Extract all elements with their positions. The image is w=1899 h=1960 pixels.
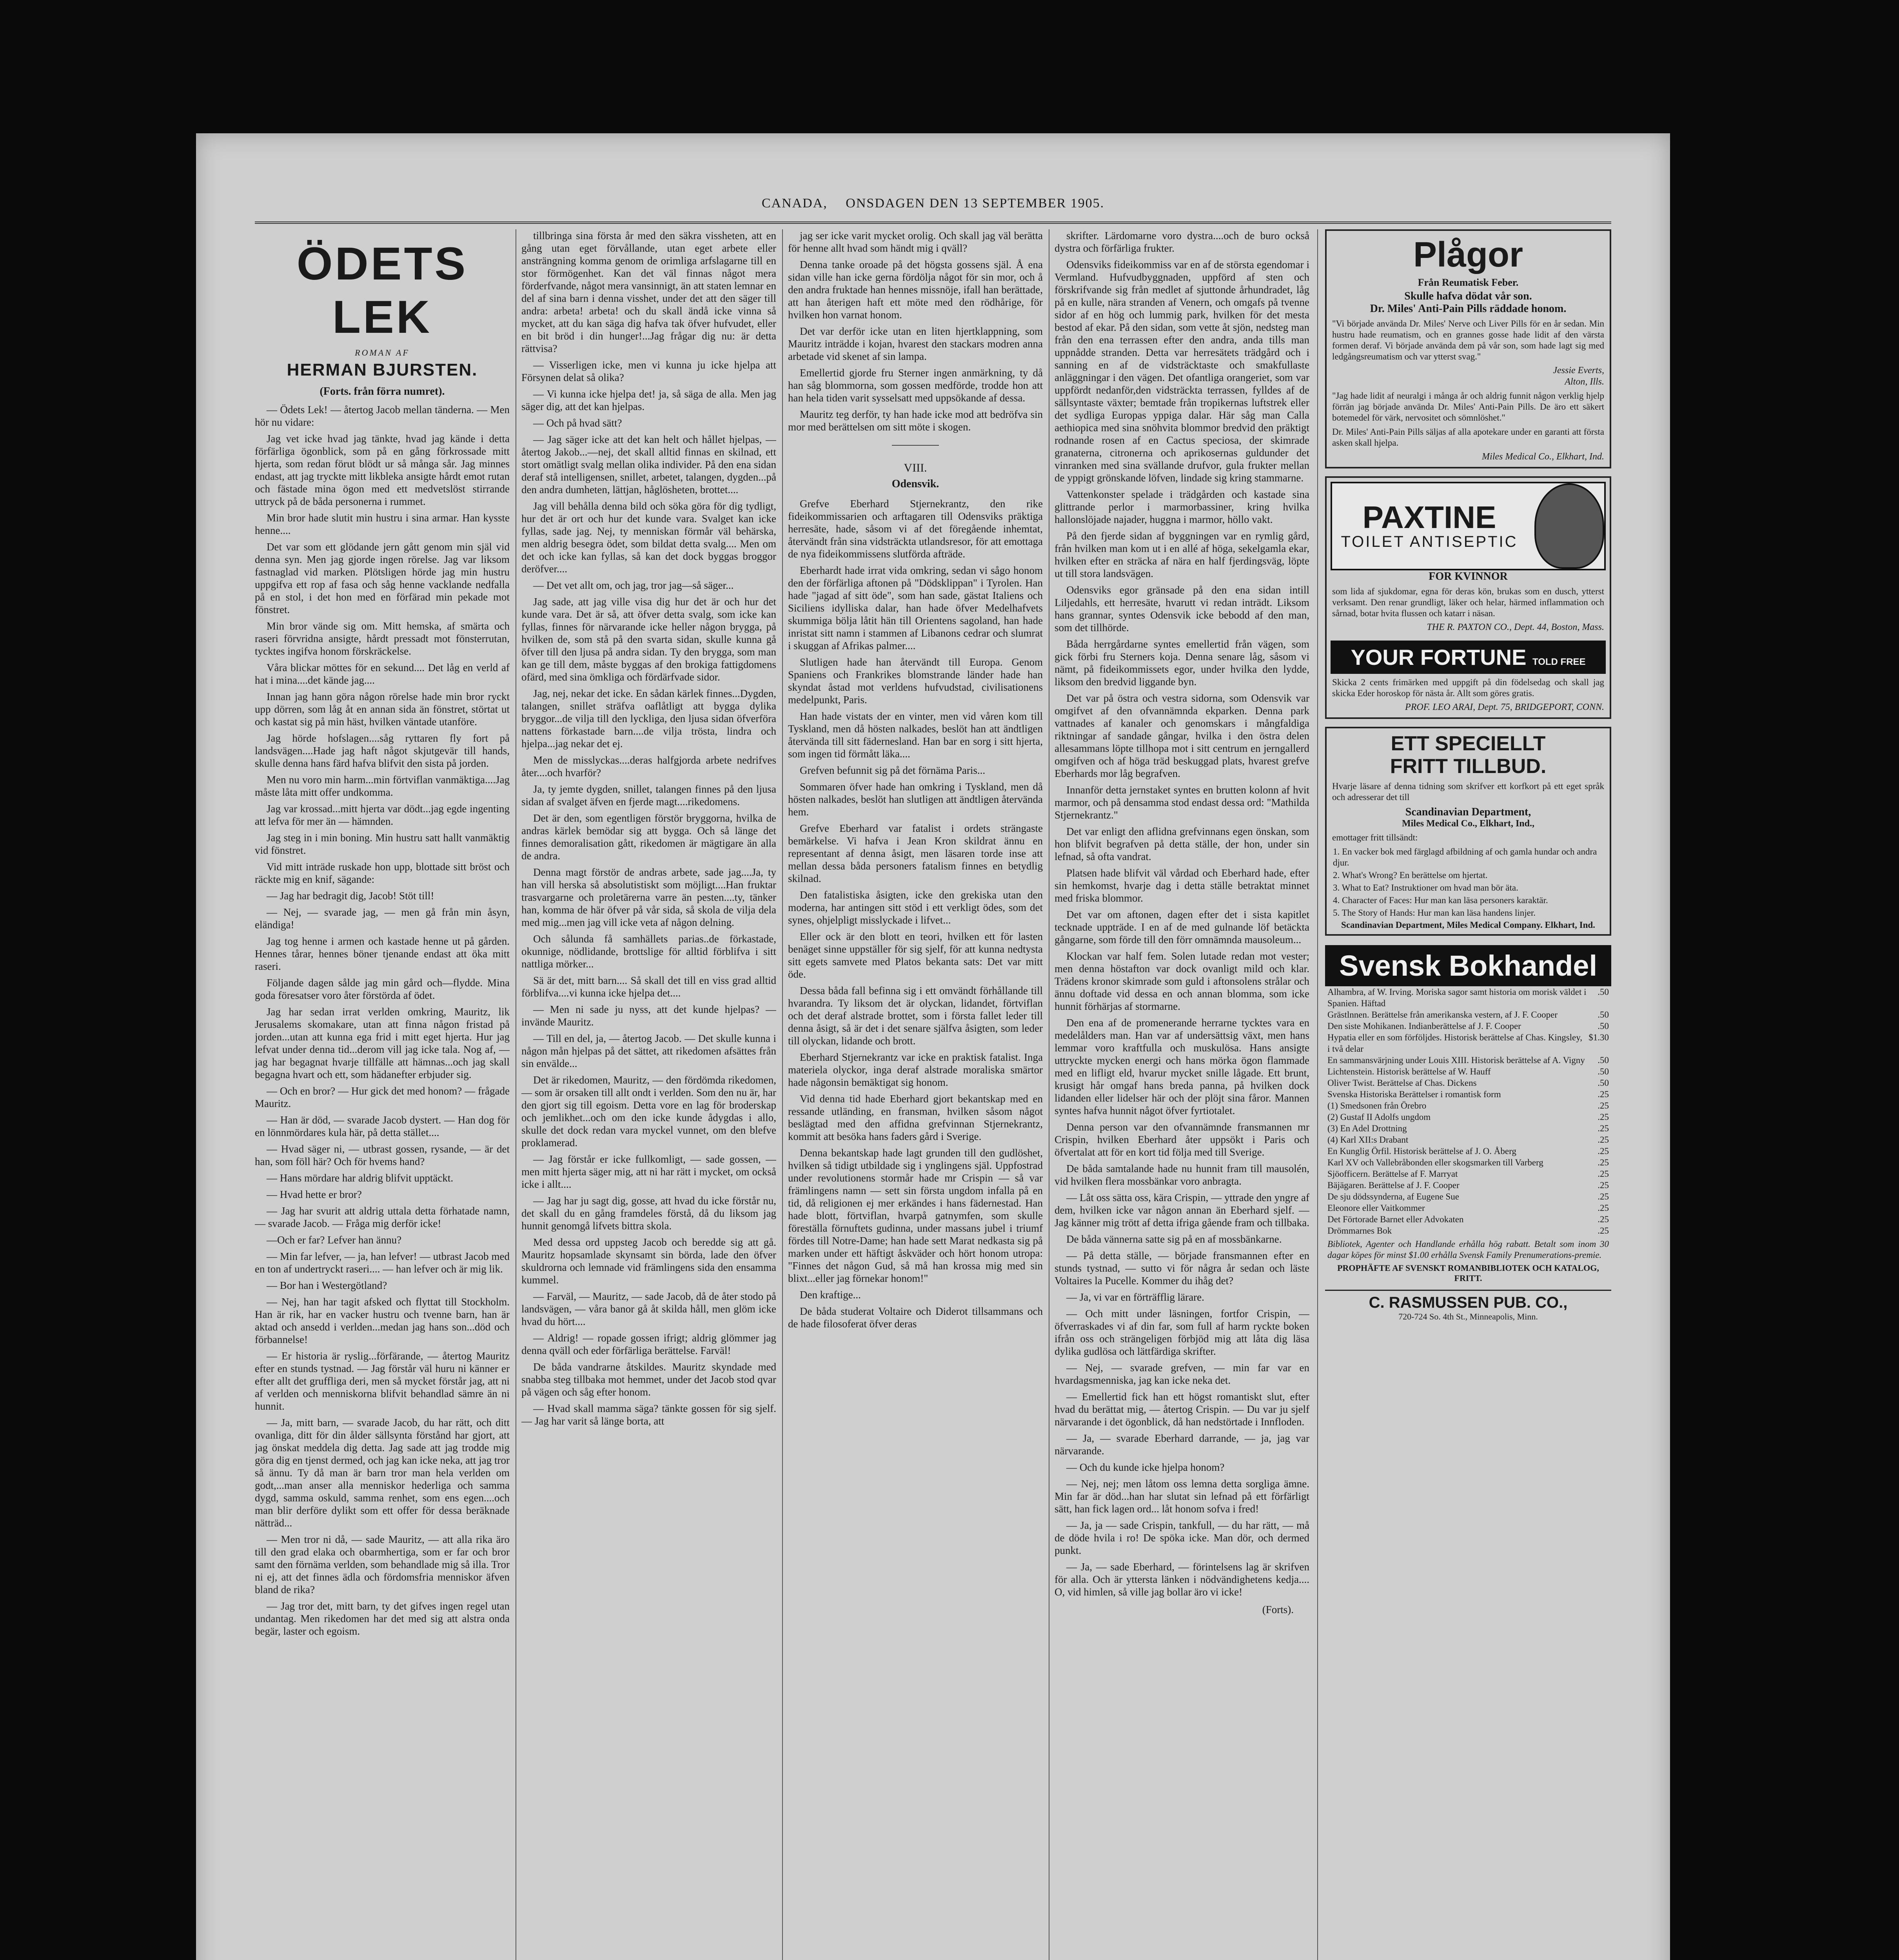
book-item: [1327, 1145, 1609, 1157]
column-3-text: [788, 229, 1043, 433]
plagor-brand: Dr. Miles' Anti-Pain Pills räddade honom.: [1370, 303, 1567, 315]
paxtine-banner: [1331, 482, 1606, 570]
plagor-subtitle: Från Reumatisk Feber.: [1418, 277, 1519, 288]
paragraph: Slutligen hade han återvändt till Europa. Genom Spaniens och Frankrikes blomstrande länder hade han skyndat åstad mot verldens hufvudstad, civilisationens medelpunkt, Paris.: [788, 656, 1043, 706]
story-title: ÖDETS LEK: [296, 238, 468, 343]
paragraph: Min bror vände sig om. Mitt hemska, af smärta och raseri förvridna ansigte, hårdt pressadt mot fönsterrutan, tycktes ingifva honom förskräckelse.: [255, 620, 510, 657]
book-item: [1327, 1157, 1609, 1168]
book-item: [1327, 1054, 1609, 1066]
fortune-title: YOUR FORTUNE: [1351, 645, 1527, 670]
book-price: .25: [1598, 1123, 1609, 1133]
paragraph: — Och du kunde icke hjelpa honom?: [1066, 1461, 1225, 1473]
plagor-text: "Vi började använda Dr. Miles' Nerve och Liver Pills för en år sedan. Min hustru hade reumatism, och en grannes gosse hade lidit af den värsta formen deraf. Vi började använda dem på vår son, som hade lagt sig med ledgångsreumatism och var ytterst svag.": [1332, 319, 1604, 361]
paragraph: Eberhard Stjernekrantz var icke en praktisk fatalist. Inga materiela olyckor, inga deraf alstrade moraliska smärtor hade någonsin bemäktigat sig honom.: [788, 1051, 1043, 1088]
paragraph: jag ser icke varit mycket orolig. Och skall jag väl berätta för henne allt hvad som händt mig i qväll?: [788, 230, 1043, 254]
paragraph: Med dessa ord uppsteg Jacob och beredde sig att gå. Mauritz hopsamlade skynsamt sin börda, lade den öfver skuldrorna och lemnade vid främlingens sida den ensamma kummel.: [521, 1236, 776, 1286]
column-1-text: [255, 403, 510, 1637]
paragraph: — Nej, — svarade grefven, — min far var en hvardagsmenniska, jag kan icke neka det.: [1055, 1362, 1309, 1386]
paragraph: Våra blickar möttes för en sekund.... Det låg en verld af hat i mina....det kände jag....: [255, 662, 510, 686]
paragraph: Dessa båda fall befinna sig i ett omvändt förhållande till hvarandra. Ty liksom det är olyckan, lidandet, förtviflan och det deraf alstrade brottet, som i första fallet leder till denna åsigt, så är det i det senare själfva åsigten, som leder till olyckan, lidande och brott.: [788, 985, 1043, 1047]
paragraph: Jag vet icke hvad jag tänkte, hvad jag kände i detta förfärliga ögonblick, som på en gång förkrossade mitt hjerta, som redan förut blödt ur så många sår. Jag minnes endast, att jag tryckte mitt likbleka ansigte hårdt emot rutan och fästade mina ögon med ett medvetslöst stirrande uttryck på de båda personerna i rummet.: [255, 433, 510, 507]
paragraph: — Ja, ja — sade Crispin, tankfull, — du har rätt, — må de döde hvila i ro! De spöka icke. Man dör, och dermed punkt.: [1055, 1519, 1309, 1556]
book-title: (1) Smedsonen från Örebro: [1327, 1101, 1427, 1111]
paragraph: — Ja, mitt barn, — svarade Jacob, du har rätt, och ditt ovanliga, ditt för din ålder sällsynta förstånd har gjort, att jag önskat meddela dig detta. Jag sade att jag trodde mig göra dig en tjenst dermed, och jag kan icke neka, att jag tror så ännu. Ty då man är barn tror man hela verlden om godt,...man anser alla menniskor hederliga och samma dygd, samma oskuld, samma renhet, som ens egen....och man blir derföre dylikt som ett offer för dessa beräknade nätträd...: [255, 1417, 510, 1529]
book-item: [1327, 1009, 1609, 1020]
paragraph: — Nej, nej; men låtom oss lemna detta sorgliga ämne. Min far är död...han har slutat sin lefnad på ett förfärligt sätt, han fick lagen ord... låt honom sofva i fred!: [1055, 1478, 1309, 1515]
book-title: Alhambra, af W. Irving. Moriska sagor samt historia om morisk väldet i Spanien. Häftad: [1327, 987, 1587, 1008]
book-title: (2) Gustaf II Adolfs ungdom: [1327, 1112, 1431, 1122]
book-price: .25: [1598, 1169, 1609, 1179]
paragraph: Den fatalistiska åsigten, icke den grekiska utan den moderna, har antingen sitt stöd i ett verkligt ödes, som det synes, ohjelpligt misslyckade i lifvet...: [788, 889, 1043, 926]
book-title: De sju dödssynderna, af Eugene Sue: [1327, 1192, 1459, 1201]
column-divider: [1317, 229, 1318, 1960]
book-item: [1327, 1020, 1609, 1032]
paragraph: Eberhardt hade irrat vida omkring, sedan vi sågo honom den der förfärliga aftonen på "Dödsklippan" i Tyrolen. Han hade "jagad af sitt öde", som han sade, gästat Italiens och Siciliens idylliska dalar, han hade öfver Medelhafvets skummiga bölja låtit hän till Orientens sagoland, han hade inristat sitt namn i stammen af Libanons cedrar och slumrat i skuggan af Afrikas palmer....: [788, 564, 1043, 652]
book-item: [1327, 1066, 1609, 1077]
paragraph: — Hvad skall mamma säga? tänkte gossen för sig sjelf. — Jag har varit så länge borta, att: [521, 1403, 776, 1427]
paragraph: — Visserligen icke, men vi kunna ju icke hjelpa att Försynen delat så olika?: [521, 359, 776, 383]
bokhandel-catalog: PROPHÄFTE AF SVENSKT ROMANBIBLIOTEK OCH KATALOG, FRITT.: [1337, 1263, 1599, 1283]
paragraph: De båda samtalande hade nu hunnit fram till mausolén, vid hvilken flera mossbänkar voro anbragta.: [1055, 1163, 1309, 1187]
paragraph: — Nej, han har tagit afsked och flyttat till Stockholm. Han är rik, har en vacker hustru och tvenne barn, han är aktad och ansedd i verlden...medan jag hans son...död och förbannelse!: [255, 1296, 510, 1345]
book-price: .25: [1598, 1158, 1609, 1167]
paragraph: Grefven befunnit sig på det förnäma Paris...: [800, 764, 986, 776]
book-item: [1327, 1100, 1609, 1111]
paragraph: — Jag har bedragit dig, Jacob! Stöt till!: [267, 890, 434, 902]
plagor-headline: Skulle hafva dödat vår son.: [1404, 290, 1532, 302]
paragraph: Jag tog henne i armen och kastade henne ut på gården. Hennes tårar, hennes böner tjenande endast att öka mitt raseri.: [255, 935, 510, 972]
paragraph: — Jag förstår er icke fullkomligt, — sade gossen, — men mitt hjerta säger mig, att ni har rätt i mycket, om också icke i allt....: [521, 1153, 776, 1190]
paragraph: Det är rikedomen, Mauritz, — den fördömda rikedomen, — som är orsaken till allt ondt i verlden. Som den nu är, har den gjort sig till egoism. Detta vore en lag för broderskap och jemlikhet...och om den icke kunde ådygdas i allo, skulle det dock redan vara myckel vunnet, om den blefve proklamerad.: [521, 1074, 776, 1149]
fortune-text: Skicka 2 cents frimärken med uppgift på din födelsedag och skall jag skicka Eder horoskop för nästa år. Allt som göres gratis.: [1332, 677, 1604, 698]
paragraph: Innanför detta jernstaket syntes en brutten kolonn af hvit marmor, och på densamma stod endast dessa ord: "Mathilda Stjernekrantz.": [1055, 784, 1309, 821]
book-title: (4) Karl XII:s Drabant: [1327, 1135, 1409, 1145]
paper-name: CANADA,: [761, 196, 828, 211]
bokhandel-note: Bibliotek, Agenter och Handlande erhålla hög rabatt. Betalt som inom 30 dagar köpes för minst $1.00 erhålla Svensk Family Prenumerations-premie.: [1327, 1239, 1609, 1260]
paragraph: — Vi kunna icke hjelpa det! ja, så säga de alla. Men jag säger dig, att det kan hjelpas.: [521, 388, 776, 412]
book-title: Den siste Mohikanen. Indianberättelse af J. F. Cooper: [1327, 1021, 1521, 1031]
book-price: .50: [1598, 1055, 1609, 1065]
book-title: En sammansvärjning under Louis XIII. Historisk berättelse af A. Vigny: [1327, 1055, 1585, 1065]
book-title: Sjöofficern. Berättelse af F. Marryat: [1327, 1169, 1458, 1179]
paragraph: tillbringa sina första år med den säkra vissheten, att en gång utan eget förvållande, utan eget arbete eller ansträngning komma genom de orimliga arfslagarne till en stor förmögenhet. Kan det väl finnas något mera förderfvande, något mera vansinnigt, än att staten lemnar en del af sina barn i denna visshet, under det att den säger till andra: arbeta! arbeta! och du skall ändå icke vinna så mycket, att du kan säga dig hafva tak öfver hufvudet, eller en bit bröd i din hunger!...Jag frågar dig nu: är detta rättvisa?: [521, 230, 776, 354]
column-3-chapter-text: [788, 497, 1043, 1330]
book-item: [1327, 1032, 1609, 1054]
fortune-tag: TOLD FREE: [1532, 657, 1586, 667]
paragraph: — Hans mördare har aldrig blifvit upptäckt.: [267, 1172, 454, 1184]
paragraph: Det var enligt den aflidna grefvinnans egen önskan, som hon blifvit begrafven på detta ställe, der hon, under sin lefnad, så ofta vandrat.: [1055, 826, 1309, 862]
paragraph: Det är den, som egentligen förstör bryggorna, hvilka de andras kärlek bemödar sig att bygga. Och så länge det finnes demoralisation gått, rikedomen är mägtigare än alla de andra.: [521, 812, 776, 862]
paragraph: — Och mitt under läsningen, fortfor Crispin, — öfverraskades vi af din far, som full af harm ryckte boken ifrån oss och strängeligen förbjöd mig att låta dig läsa dylika gudlösa och lättfärdiga skrifter.: [1055, 1308, 1309, 1357]
paragraph: Vattenkonster spelade i trädgården och kastade sina glittrande perlor i marmorbassiner, kring hvilka hallonslöjade najader, huggna i marmor, höllo vakt.: [1055, 488, 1309, 525]
paragraph: Denna tanke oroade på det högsta gossens själ. Å ena sidan ville han icke gerna fördölja något för sin mor, och å den andra fruktade han hennes missnöje, ifall han berättade, att han återigen haft ett möte med den rödhårige, för hvilken hon varnat honom.: [788, 259, 1043, 321]
paragraph: Men de misslyckas....deras halfgjorda arbete nedrifves åter....och hvarför?: [521, 754, 776, 779]
book-title: En Kunglig Örfil. Historisk berättelse af J. O. Åberg: [1327, 1146, 1516, 1156]
paragraph: Jag, nej, nekar det icke. En sådan kärlek finnes...Dygden, talangen, snillet sträfva oaflåtligt att bygga dylika bryggor...de vilja till den lyckliga, den ljusa sidan öfverföra nattens förkastade barn....de vilja trösta, lindra och hjelpa...jag nekar det ej.: [521, 688, 776, 750]
svensk-bokhandel-title: Svensk Bokhandel: [1325, 945, 1611, 986]
paragraph: Den kraftige...: [800, 1289, 861, 1301]
book-price: .25: [1598, 1146, 1609, 1156]
paragraph: Jag vill behålla denna bild och söka göra för dig tydligt, hur det är ort och hur det kunde vara. Svalget kan icke fyllas, sade jag. Nej, ty menniskan förmår väl behärska, men aldrig besegra ödet, som bildat detta svalg.... Men om det och icke kan fyllas, så kan det dock byggas broggor deröfver....: [521, 500, 776, 575]
book-title: Drömmarnes Bok: [1327, 1226, 1392, 1236]
book-price: .25: [1598, 1192, 1609, 1201]
book-price: .25: [1598, 1112, 1609, 1122]
special-offer-ad: [1325, 727, 1611, 936]
paragraph: Odensviks egor gränsade på den ena sidan intill Liljedahls, ett herresäte, hvarutt vi redan inträdt. Liksom hans grannar, syntes Odensvik icke bebodd af den man, som det tillhörde.: [1055, 584, 1309, 633]
paragraph: Klockan var half fem. Solen lutade redan mot vester; men denna höstafton var dock ovanligt mild och klar. Trädens kronor skimrade som guld i aftonsolens strålar och ännu doftade vid dessa en och annan blomma, som icke hunnit förhärjas af stormarne.: [1055, 950, 1309, 1012]
paragraph: På den fjerde sidan af byggningen var en rymlig gård, från hvilken man kom ut i en allé af höga, sekelgamla ekar, hvilken efter en sträcka af nära en half fjerdingsväg, löpte ut till stora landsvägen.: [1055, 530, 1309, 579]
paragraph: Sä är det, mitt barn.... Så skall det till en viss grad alltid förblifva....vi kunna icke hjelpa det....: [521, 975, 776, 999]
paragraph: — Aldrig! — ropade gossen ifrigt; aldrig glömmer jag denna qväll och eder förfärliga berättelse. Farväl!: [521, 1332, 776, 1356]
header-rule: [255, 221, 1611, 224]
paragraph: Innan jag hann göra någon rörelse hade min bror ryckt upp dörren, som låg åt en annan sida än fönstret, störtat ut och kastat sig på min häst, hvilken väntade utanföre.: [255, 691, 510, 728]
paragraph: — Jag tror det, mitt barn, ty det gifves ingen regel utan undantag. Men rikedomen har det med sig att alstra onda begär, laster och egoism.: [255, 1600, 510, 1637]
special-company: Miles Medical Co., Elkhart, Ind.,: [1402, 818, 1534, 829]
book-title: Hypatia eller en som förföljdes. Historisk berättelse af Chas. Kingsley, i två delar: [1327, 1033, 1583, 1054]
book-price: .25: [1598, 1089, 1609, 1099]
page-header: [255, 196, 1611, 220]
book-title: Bäjägaren. Berättelse af J. F. Cooper: [1327, 1180, 1460, 1190]
paragraph: — Låt oss sätta oss, kära Crispin, — yttrade den yngre af dem, hvilken icke var någon annan än Eberhard sjelf. — Jag känner mig trött af detta ifriga gående fram och tillbaka.: [1055, 1192, 1309, 1229]
paragraph: Sommaren öfver hade han omkring i Tyskland, men då hösten nalkades, beslöt han slutligen att ändtligen återvända hem.: [788, 781, 1043, 818]
advertisement-column: [1325, 229, 1611, 1960]
paragraph: — Ja, vi var en förträfflig lärare.: [1066, 1291, 1204, 1303]
book-item: [1327, 1134, 1609, 1145]
book-item: [1327, 1089, 1609, 1100]
book-item: [1327, 1202, 1609, 1214]
paragraph: — Men ni sade ju nyss, att det kunde hjelpas? — invände Mauritz.: [521, 1004, 776, 1028]
special-footer: Scandinavian Department, Miles Medical Company. Elkhart, Ind.: [1341, 920, 1595, 930]
story-column-3: [788, 229, 1043, 1960]
paragraph: Mauritz teg derför, ty han hade icke mod att bedröfva sin mor med berättelsen om sitt möte i skogen.: [788, 408, 1043, 433]
chapter-separator: [892, 445, 939, 446]
paragraph: — Emellertid fick han ett högst romantiskt slut, efter hvad du berättat mig, — återtog Crispin. — Du var ju sjelf närvarande i det ögonblick, då han nedstörtade i Innfloden.: [1055, 1391, 1309, 1428]
paragraph: Denna magt förstör de andras arbete, sade jag....Ja, ty han vill herska så absolutistiskt som möjligt....Han fruktar trasvargarne och proletärerna varre än pesten....ty, tänker han, komma de här öfver på vår sida, så skola de vilja dela med mig...men jag vill icke veta af någon delning.: [521, 866, 776, 928]
book-title: Eleonore eller Vaitkommer: [1327, 1203, 1425, 1213]
paragraph: Den ena af de promenerande herrarne tycktes vara en medelålders man. Han var af undersättsig växt, men hans lemmar voro kraftfulla och muskulösa. Hans ansigte uttryckte mycken energi och hans mörka ögon flammade med en lifligt eld, hvarur mycket snille lågade. Ett brunt, krusigt hår omgaf hans breda panna, på hvilken dock lidanden eller lidelser här och der plöjt sina fåror. Mannen syntes hafva hunnit något öfver fyrtiotalet.: [1055, 1017, 1309, 1116]
paxtine-name: PAXTINE: [1362, 499, 1496, 535]
paragraph: Odensviks fideikommiss var en af de största egendomar i Vermland. Hufvudbyggnaden, uppförd af sten och förskrifvande sig från medlet af sjuttonde århundradet, låg på en kulle, nära stranden af Venern, och omgafs på tvenne sidor af en hög och lummig park, hvilken för det mesta bestod af ekar. På den sidan, som vette åt sjön, nedsteg man från den ena terrassen efter den andra, anda tills man uppnådde stranden. Detta var herresätets trädgård och i sanning en af de vidsträcktaste och smakfullaste anläggningar i den vägen. Det ofantliga orangeriet, som var uppfördt nedanför,den vidsträckta terrassen, fylldes af de sällsyntaste växter; bemtade från tropikernas luftstrek eller det sydliga Europas yppiga dalar. Här såg man Calla aethiopica med sina snöhvita blommor bredvid den präktigt rodnande rosen af en Cactus speciosa, der skimrade granaterna, citronerna och aprikosernas guldunder det vinranken med sina svällande drufvor, gula frukter mellan de yppigt grönskande löfven, lindade sig kring stammarne.: [1055, 259, 1309, 484]
book-title: Karl XV och Vallebråbonden eller skogsmarken till Varberg: [1327, 1158, 1543, 1167]
special-text: Hvarje läsare af denna tidning som skrifver ett korfkort på ett eget språk och adresserar det till: [1332, 781, 1604, 802]
special-item: 5. The Story of Hands: Hur man kan läsa handens linjer.: [1333, 908, 1536, 918]
plagor-title: Plågor: [1413, 235, 1523, 274]
book-price: .25: [1598, 1180, 1609, 1190]
paragraph: — Min far lefver, — ja, han lefver! — utbrast Jacob med en ton af undertryckt raseri.... — han lefver och är mig lik.: [255, 1250, 510, 1275]
paxtine-line: TOILET ANTISEPTIC: [1341, 533, 1518, 550]
paragraph: Och sålunda få samhällets parias..de förkastade, okunnige, nödlidande, brottslige för alltid förblifva i sitt nattliga mörker...: [521, 933, 776, 970]
paragraph: — Jag har ju sagt dig, gosse, att hvad du icke förstår nu, det skall du en gång framdeles förstå, då du liksom jag hunnit genomgå lifvets bittra skola.: [521, 1195, 776, 1232]
paragraph: — Det vet allt om, och jag, tror jag—så säger...: [533, 579, 734, 591]
book-item: [1327, 1123, 1609, 1134]
fortune-banner: [1331, 641, 1606, 674]
paragraph: Denna person var den ofvannämnde fransmannen mr Crispin, hvilken Eberhard åter uppsökt i Paris och öfvertalat att för en kort tid följa med till Sverige.: [1055, 1121, 1309, 1158]
special-item: 4. Character of Faces: Hur man kan läsa personers karaktär.: [1333, 895, 1548, 905]
special-item: 1. En vacker bok med färglagd afbildning af och gamla hundar och andra djur.: [1333, 847, 1597, 867]
paragraph: Eller ock är den blott en teori, hvilken ett för lasten benäget sinne uppställer för sig sjelf, för att kunna nedtysta sitt egets samvete med Platos bekanta sats: Det var mitt öde.: [788, 931, 1043, 980]
paxtine-for: FOR KVINNOR: [1429, 570, 1508, 583]
special-item: 2. What's Wrong? En berättelse om hjertat.: [1333, 870, 1488, 880]
paragraph: Båda herrgårdarne syntes emellertid från vägen, som gick förbi fru Sterners koja. Denna senare låg, såsom vi nämt, på fideikommissets egor, under hvilka den lydde, liksom den bredvid liggande byn.: [1055, 638, 1309, 688]
paragraph: — Ödets Lek! — återtog Jacob mellan tänderna. — Men hör nu vidare:: [255, 404, 510, 428]
paragraph: Det var som ett glödande jern gått genom min själ vid denna syn. Men jag gjorde ingen rörelse. Jag var liksom fastnaglad vid marken. Plötsligen hörde jag min hustru uppgifva ett rop af fasa och såg henne vacklande nedfalla på en stol, i det hon med en förfärad min pekade mot fönstret.: [255, 541, 510, 615]
book-item: [1327, 1180, 1609, 1191]
paragraph: — Jag har svurit att aldrig uttala detta förhatade namn, — svarade Jacob. — Fråga mig derför icke!: [255, 1205, 510, 1229]
book-price: $1.30: [1589, 1033, 1609, 1042]
paragraph: — Nej, — svarade jag, — men gå från min åsyn, eländiga!: [255, 906, 510, 931]
book-price: .50: [1598, 1078, 1609, 1088]
paragraph: Platsen hade blifvit väl vårdad och Eberhard hade, efter sin hemkomst, hvarje dag i detta ställe betraktat minnet med friska blommor.: [1055, 867, 1309, 904]
paragraph: Men nu voro min harm...min förtviflan vanmäktiga....Jag måste låta mitt offer undkomma.: [255, 774, 510, 798]
paragraph: skrifter. Lärdomarne voro dystra....och de buro också dystra och förfärliga frukter.: [1055, 230, 1309, 254]
column-2-text: [521, 229, 776, 1427]
book-item: [1327, 1168, 1609, 1180]
paragraph: Det var på östra och vestra sidorna, som Odensvik var omgifvet af den ofvannämnda ekparken. Denna park vattnades af kanaler och genomskars i mångfaldiga riktningar af sandade gångar, hvilka i den östra delen allesammans löpte tillhopa mot i sitt centrum en jerngallerd omgifven och af höga träd beskuggad plats, hvarest grefve Eberhards mor låg begrafven.: [1055, 692, 1309, 779]
chapter-number: VIII.: [904, 461, 927, 474]
book-item: [1327, 986, 1609, 1009]
fortune-address: PROF. LEO ARAI, Dept. 75, BRIDGEPORT, CONN.: [1405, 702, 1604, 712]
newspaper-page: [196, 133, 1670, 1960]
paragraph: Följande dagen sålde jag min gård och—flydde. Mina goda föresatser voro åter förstörda af ödet.: [255, 977, 510, 1001]
paragraph: — Och en bror? — Hur gick det med honom? — frågade Mauritz.: [255, 1085, 510, 1109]
plagor-company: Miles Medical Co., Elkhart, Ind.: [1482, 452, 1604, 462]
book-title: Oliver Twist. Berättelse af Chas. Dickens: [1327, 1078, 1477, 1088]
paragraph: Jag har sedan irrat verlden omkring, Mauritz, lik Jerusalems skomakare, utan att finna någon fristad på jorden...utan att kunna ega frid i mitt eget hjerta. Hur jag lefvat under denna tid...derom vill jag icke tala. Nog af, — jag har begagnat hvarje tillfälle att hämnas...och jag skall begagna hvart och ett, som hädanefter erbjuder sig.: [255, 1006, 510, 1080]
paragraph: — Jag säger icke att det kan helt och hållet hjelpas, — återtog Jakob...—nej, det skall alltid finnas en skilnad, ett stort omätligt svalg mellan olika individer. På den ena sidan deraf stå intelligensen, snillet, arbetet, talangen, dygden...på den andra dumheten, lättjan, håglösheten, brottet....: [521, 434, 776, 495]
paragraph: Grefve Eberhard var fatalist i ordets strängaste bemärkelse. Vi hafva i Jean Kron skildrat ännu en representant af denna åsigt, men läsaren torde inse att mellan dessa båda personers fatalism finnes en betydlig skilnad.: [788, 822, 1043, 884]
paragraph: Grefve Eberhard Stjernekrantz, den rike fideikommissarien och arftagaren till Odensviks präktiga herresäte, hade, såsom vi af det föregående inhemtat, återvändt från sina vidsträckta utlandsresor, för att emottaga de nya fideikommissens slutförda afträde.: [788, 498, 1043, 560]
book-price: .50: [1598, 987, 1609, 997]
book-price: .25: [1598, 1135, 1609, 1145]
special-title-2: FRITT TILLBUD.: [1390, 755, 1547, 778]
paragraph: Jag sade, att jag ville visa dig hur det är och hur det kunde vara. Det är så, att öfver detta svalg, som icke kan fyllas, finnes för närvarande icke heller någon brygga, på hvilken de, som stå på den svarta sidan, skulle kunna gå öfver till den ljusa på andra sidan. Ty den brygga, som man kan ge till dem, måste byggas af den brokiga fattigdomens ofärd, med sina ömkliga och fördärfvade sidor.: [521, 596, 776, 683]
paragraph: Jag hörde hofslagen....såg ryttaren fly fort på landsvägen....Hade jag haft något skjutgevär till hands, skulle denna hans färd hafva blifvit den sista på jorden.: [255, 732, 510, 769]
special-dept: Scandinavian Department,: [1405, 806, 1531, 818]
paragraph: Vid mitt inträde ruskade hon upp, blottade sitt bröst och räckte mig en knif, sägande:: [255, 861, 510, 885]
paragraph: Denna bekantskap hade lagt grunden till den gudlöshet, hvilken så tidigt utbildade sig i ynglingens själ. Uppfostrad under revolutionens stormår hade mr Crispin — så var främlingens namn — sett sin första ungdom infalla på en tid, då religionen ej mer erkändes i hans fädernestad. Han hade blott, förtviflan, hvarpå gatnymfen, som skulle föreställa förnuftets gudinna, under massans jubel i triumf fördes till Notre-Dame; han hade sett Marat nedkasta sig på marken under ett häftigt åskväder och hört honom utropa: "Finnes det någon Gud, så må han krossa mig med sin blixt...eller jag förnekar honom!": [788, 1147, 1043, 1284]
paragraph: Han hade vistats der en vinter, men vid våren kom till Tyskland, men då hösten nalkades, beslöt han att ändtligen återvända till sitt fädernesland. Han bar en sorg i sitt hjerta, som ingen tid förmått läka....: [788, 710, 1043, 760]
column-4-text: [1055, 229, 1309, 1598]
book-title: Lichtenstein. Historisk berättelse af W. Hauff: [1327, 1067, 1491, 1076]
paragraph: — Ja, — svarade Eberhard darrande, — ja, jag var närvarande.: [1055, 1432, 1309, 1457]
continued-note: (Forts. från förra numret).: [320, 385, 445, 397]
to-be-continued: (Forts).: [1262, 1604, 1294, 1615]
paxtine-ad: [1325, 476, 1611, 719]
special-items-list: [1331, 846, 1606, 918]
paragraph: — Hvad hette er bror?: [267, 1189, 362, 1200]
book-price: .50: [1598, 1021, 1609, 1031]
paragraph: Emellertid gjorde fru Sterner ingen anmärkning, ty då han såg blommorna, som gossen medförde, trodde hon att han hela tiden varit sysselsatt med uppsökande af dessa.: [788, 367, 1043, 404]
special-title-1: ETT SPECIELLT: [1391, 732, 1546, 755]
paragraph: Min bror hade slutit min hustru i sina armar. Han kysste henne....: [255, 512, 510, 536]
paragraph: — Han är död, — svarade Jacob dystert. — Han dog för en lönnmördares kula här, på detta stället....: [255, 1114, 510, 1138]
issue-date: ONSDAGEN DEN 13 SEPTEMBER 1905.: [846, 196, 1105, 211]
plagor-text-2: "Jag hade lidit af neuralgi i många år och aldrig funnit någon verklig hjelp förrän jag började använda Dr. Miles' Anti-Pain Pills. De äro ett säkert botemedel för värk, nervositet och sömnlöshet.": [1332, 391, 1604, 423]
book-item: [1327, 1077, 1609, 1089]
woman-portrait-icon: [1534, 483, 1604, 569]
book-item: [1327, 1191, 1609, 1202]
plagor-city: Alton, Ills.: [1565, 377, 1604, 387]
book-price: .25: [1598, 1203, 1609, 1213]
book-title: (3) En Adel Drottning: [1327, 1123, 1407, 1133]
paxtine-text: som lida af sjukdomar, egna för deras kön, brukas som en dusch, ytterst verksamt. Den renar grundligt, läker och helar, härmed inflammation och sårnad, botar hvita flussen och katarr i näsan.: [1332, 586, 1604, 618]
book-price: .50: [1598, 1067, 1609, 1076]
paragraph: Ja, ty jemte dygden, snillet, talangen finnes på den ljusa sidan af svalget äfven en fjerde magt....rikedomens.: [521, 783, 776, 808]
book-title: Svenska Historiska Berättelser i romantisk form: [1327, 1089, 1501, 1099]
story-column-1: [255, 229, 510, 1960]
plagor-ad: [1325, 229, 1611, 468]
story-author: HERMAN BJURSTEN.: [287, 360, 478, 379]
paragraph: Jag steg in i min boning. Min hustru satt hallt vanmäktig vid fönstret.: [255, 832, 510, 856]
book-item: [1327, 1225, 1609, 1236]
paragraph: De båda vännerna satte sig på en af mossbänkarne.: [1066, 1233, 1282, 1245]
book-price: .25: [1598, 1101, 1609, 1111]
paragraph: — Er historia är ryslig...förfärande, — återtog Mauritz efter en stunds tystnad. — Jag förstår väl huru ni känner er efter allt det gruffliga deri, men så mycket förstår jag, att ni af verlden och menniskorna blifvit behandlad sämre än ni hunnit.: [255, 1350, 510, 1412]
plagor-signature: Jessie Everts,: [1553, 365, 1604, 376]
paragraph: — Men tror ni då, — sade Mauritz, — att alla rika äro till den grad elaka och obarmhertiga, som er far och bror samt den förnäma verlden, som behandlade mig så illa. Tror ni ej, att det finnes ädla och fördomsfria menniskor äfven bland de rika?: [255, 1534, 510, 1595]
paragraph: De båda vandrarne åtskildes. Mauritz skyndade med snabba steg tillbaka mot hemmet, under det Jacob stod qvar på vägen och såg efter honom.: [521, 1361, 776, 1398]
publisher-address: 720-724 So. 4th St., Minneapolis, Minn.: [1398, 1312, 1538, 1321]
paragraph: Jag var krossad...mitt hjerta var dödt...jag egde ingenting att lefva för mer än — hämnden.: [255, 803, 510, 827]
story-column-4: [1055, 229, 1309, 1960]
paragraph: — Ja, — sade Eberhard, — förintelsens lag är skrifven för alla. Och är yttersta länken i nödvändighetens kedja.... O, vid himlen, så ville jag bollar äro vi icke!: [1055, 1561, 1309, 1598]
publisher-name: C. RASMUSSEN PUB. CO.,: [1325, 1290, 1611, 1312]
paragraph: — Farväl, — Mauritz, — sade Jacob, då de åter stodo på landsvägen, — våra banor gå åt skilda håll, men glöm icke hvad du hört....: [521, 1290, 776, 1327]
paragraph: — Till en del, ja, — återtog Jacob. — Det skulle kunna i någon mån hjelpas på det sättet, att rikedomen afsättes från sin envälde...: [521, 1033, 776, 1069]
book-price: .50: [1598, 1010, 1609, 1020]
special-item: 3. What to Eat? Instruktioner om hvad man bör äta.: [1333, 883, 1518, 893]
story-column-2: [521, 229, 776, 1960]
paragraph: — På detta ställe, — började fransmannen efter en stunds tystnad, — sutto vi för några år sedan och läste Voltaires la Pucelle. Kommer du ihåg det?: [1055, 1250, 1309, 1287]
paragraph: — Bor han i Westergötland?: [267, 1279, 387, 1291]
book-title: Grästlnnen. Berättelse från amerikanska vestern, af J. F. Cooper: [1327, 1010, 1558, 1020]
special-receive: emottager fritt tillsändt:: [1332, 833, 1418, 842]
plagor-text-3: Dr. Miles' Anti-Pain Pills säljas af alla apotekare under en garanti att första asken skall hjelpa.: [1332, 427, 1604, 448]
story-subtitle: ROMAN AF: [355, 348, 410, 358]
paragraph: — Hvad säger ni, — utbrast gossen, rysande, — är det han, som föll här? Och för hvems hand?: [255, 1143, 510, 1167]
column-divider: [782, 229, 783, 1960]
paragraph: Vid denna tid hade Eberhard gjort bekantskap med en ressande utländing, en fransman, hvilken såsom något beslägtad med den affidna grefvinnan Stjernekrantz, kommit att besöka hans faders gård i Sverige.: [788, 1093, 1043, 1142]
paragraph: Det var derför icke utan en liten hjertklappning, som Mauritz inträdde i kojan, hvarest den stackars modren anna arbetade vid skenet af sin lampa.: [788, 325, 1043, 362]
paragraph: De båda studerat Voltaire och Diderot tillsammans och de hade filosoferat öfver deras: [788, 1305, 1043, 1330]
paxtine-company: THE R. PAXTON CO., Dept. 44, Boston, Mass.: [1427, 622, 1604, 632]
paragraph: Det var om aftonen, dagen efter det i sista kapitlet tecknade uppträde. I en af de med gulnande löf betäckta gångarne, som förde till den förr omnämnda mausoleum...: [1055, 909, 1309, 946]
paragraph: —Och er far? Lefver han ännu?: [267, 1234, 402, 1246]
book-price: .25: [1598, 1226, 1609, 1236]
book-list: [1325, 986, 1611, 1236]
book-title: Det Förtorade Barnet eller Advokaten: [1327, 1214, 1464, 1224]
book-item: [1327, 1214, 1609, 1225]
book-price: .25: [1598, 1214, 1609, 1224]
chapter-title: Odensvik.: [891, 478, 939, 490]
paragraph: — Och på hvad sätt?: [533, 417, 622, 429]
book-item: [1327, 1111, 1609, 1123]
